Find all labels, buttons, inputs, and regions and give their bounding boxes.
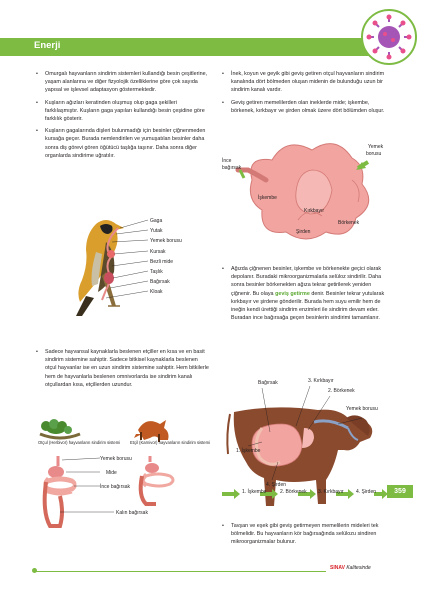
- paragraph: • Omurgalı hayvanların sindirim sistemleri kullandığı besin çeşitlerine, yaşam alanlarına ve diğer fizyolojik özelliklerine göre çok sayıda yapısal ve işlevsel adaptasyon göstermektedir.: [36, 71, 208, 94]
- publisher-logo: [330, 565, 371, 571]
- page-number: 359: [387, 485, 413, 498]
- page-header: [0, 0, 424, 58]
- paragraph: • Geviş getiren memelilerden olan ineklerde mide; işkembe, börkenek, kırkbayır ve şirden olmak üzere dört bölümden oluşur.: [222, 99, 385, 114]
- flow-step-4: 4. Şirden: [356, 489, 377, 495]
- diet-comparison-figure: [34, 412, 210, 542]
- cow-label-kirkbayir: 3. Kırkbayır: [308, 378, 334, 384]
- label-yemek-borusu: Yemek borusu: [100, 456, 132, 462]
- cow-digestive-figure: [222, 372, 390, 512]
- flow-step-1: 1. İşkembe: [242, 489, 267, 495]
- bird-label-taslik: Taşlık: [150, 269, 163, 275]
- stomach-label-borkenek: Börkenek: [338, 220, 360, 226]
- label-mide: Mide: [106, 470, 117, 476]
- bird-label-gaga: Gaga: [150, 218, 163, 224]
- right-text-block-2: [222, 265, 390, 326]
- fox-illustration: [134, 420, 169, 442]
- cow-label-sirden: 4. Şirden: [266, 482, 287, 488]
- paragraph: • Tavşan ve eşek gibi geviş getirmeyen memelilerin mideleri tek bölmelidir. Bu hayvanların kör bağırsağında selülozu sindiren mikroorganizmalar bulunur.: [222, 523, 379, 546]
- cow-label-iskembe: 1. İşkembe: [236, 448, 261, 454]
- stomach-label-ince: İnce: [222, 158, 232, 164]
- stomach-label-yemek: Yemek: [368, 144, 384, 150]
- stomach-label-kirkbayir: Kırkbayır: [304, 208, 325, 214]
- paragraph: • Kuşların ağızları keratinden oluşmuş olup gaga şekilleri farklılaşmıştır. Kuşların gaga yapıları kullandığı besin çeşidine göre farklılık gösterir.: [36, 99, 205, 123]
- cow-label-yemek-borusu: Yemek borusu: [346, 406, 378, 412]
- bird-digestive-figure: [56, 212, 196, 322]
- herbivore-caption: Otçul (Herbivor) hayvanların sindirim sistemi: [38, 440, 121, 445]
- paragraph: • İnek, koyun ve geyik gibi geviş getiren otçul hayvanların sindirim kanalında dört bölmeden oluşan midenin de bulunduğu uzun bir sindirim kanalı vardır.: [222, 71, 385, 94]
- bird-label-yutak: Yutak: [150, 228, 163, 234]
- flow-arrow: [222, 489, 240, 499]
- flow-step-3: 3. Kırkbayır: [318, 489, 344, 495]
- right-text-block-3: [222, 522, 390, 551]
- herbivore-digestive-system: [45, 456, 75, 526]
- cow-label-borkenek: 2. Börkenek: [328, 388, 355, 394]
- logo-brand: SINAV: [330, 565, 345, 571]
- caterpillar-illustration: [40, 419, 80, 438]
- footer-line: [36, 571, 326, 572]
- logo-suffix: Kalitesinde: [346, 565, 371, 571]
- bird-label-bagirsak: Bağırsak: [150, 279, 170, 285]
- ruminant-stomach-figure: [222, 140, 392, 250]
- flow-step-2: 2. Börkenek: [280, 489, 307, 495]
- stomach-label-iskembe: İşkembe: [258, 195, 277, 201]
- flow-arrow: [374, 489, 388, 499]
- virus-icon: [360, 8, 418, 66]
- paragraph: • Ağızda çiğnenen besinler, işkembe ve börkenekte geçici olarak depolanır. Buradaki mikroorganizmalarla selüloz sindirilir. Daha sonra besinler börkenekten ağıza tekrar getirilerek yeniden çiğnenir. Bu olaya geviş getirme denir. Besinler tekrar yutularak kırkbayır ve şirdene gönderilir. Burada hem suyu emilir hem de ineğin kendi ürettiği sindirim enzimleri ile sindirim devam eder. Buradan ince bağırsağa geçen besinlerin sindirimi tamamlanır.: [222, 266, 385, 322]
- bird-label-kloak: Kloak: [150, 289, 163, 295]
- label-kalin-bagirsak: Kalın bağırsak: [116, 510, 148, 516]
- bird-label-bezli-mide: Bezli mide: [150, 259, 174, 265]
- highlight-term: geviş getirme: [275, 290, 310, 297]
- left-text-block: [36, 70, 210, 164]
- section-title: Enerji: [34, 40, 61, 51]
- flow-diagram: [222, 488, 388, 499]
- carnivore-digestive-system: [141, 456, 173, 504]
- left-text-block-2: [36, 348, 210, 393]
- label-ince-bagirsak: İnce bağırsak: [100, 484, 131, 490]
- stomach-label-borusu: borusu: [366, 151, 382, 157]
- paragraph: • Kuşların gagalarında dişleri bulunmadığı için besinler çiğnenmeden kursağa geçer. Burada nemlendirilen ve yumuşatılan besinler daha sonra diş görevi gören öğütücü taşlığa taşınır. Daha sonra diğer organlarda sindirime uğratılır.: [36, 128, 206, 159]
- bird-label-yemek-borusu: Yemek borusu: [150, 238, 182, 244]
- paragraph: • Sadece hayvansal kaynaklarla beslenen etçiller en kısa ve en basit sindirim sistemine sahiptir. Sadece bitkisel kaynaklarla beslenen otçul hayvanlar ise en uzun sindirim sistemine sahiptir. Hem bitkilerle hem de hayvanlarla beslenen omnivorlarda ise sindirim kanalı otçullardan kısa, etçillerden uzundur.: [36, 349, 209, 388]
- cow-label-bagirsak: Bağırsak: [258, 380, 278, 386]
- stomach-label-bagirsak: bağırsak: [222, 165, 242, 171]
- carnivore-caption: Etçil (Karnivor) hayvanların sindirim sistemi: [130, 440, 210, 445]
- stomach-label-sirden: Şirden: [296, 229, 311, 235]
- bird-label-kursak: Kursak: [150, 249, 166, 255]
- right-text-block: [222, 70, 390, 119]
- bird-illustration: [76, 220, 124, 316]
